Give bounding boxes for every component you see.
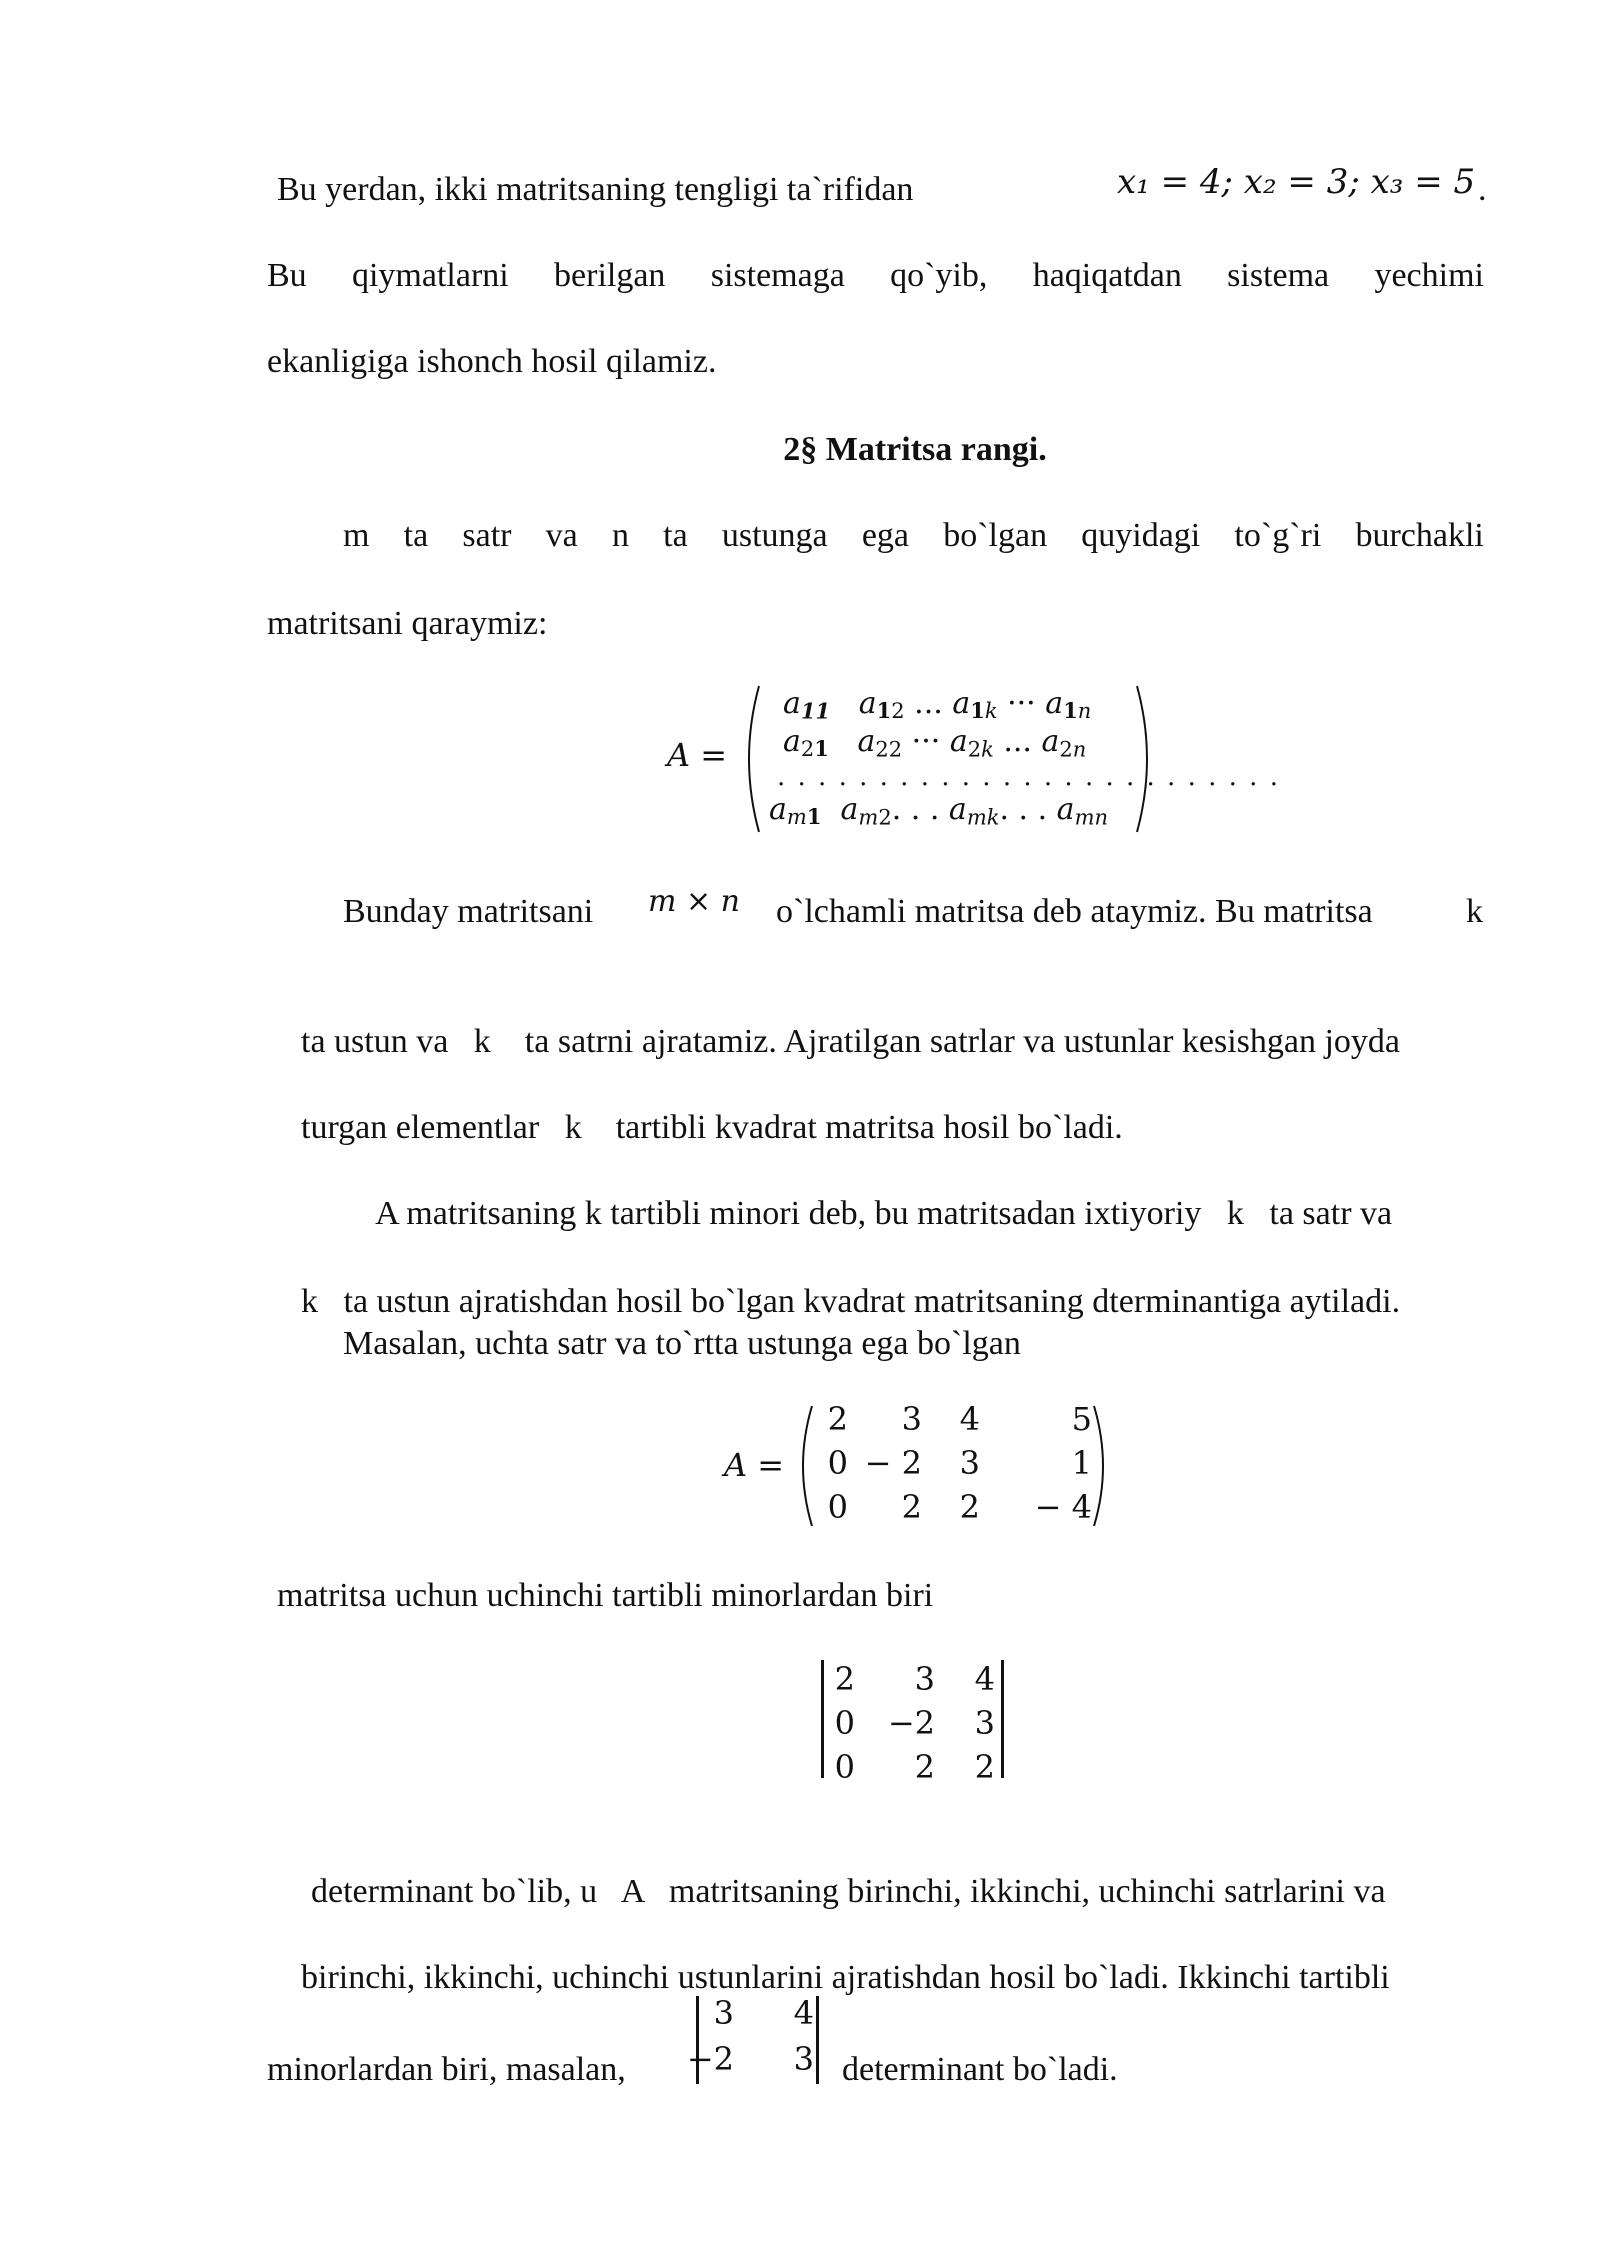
determinant-cell: 3 [793,2040,814,2078]
word: berilgan [554,257,666,294]
determinant-cell: 3 [713,1994,734,2032]
paragraph-matrix-intro-line-2 [267,602,1484,646]
paragraph-conclusion-line-3a [267,2048,687,2092]
paragraph-minor-example-line [277,1574,1494,1618]
det-right-bar [1001,1660,1004,1778]
paragraph-text: o`lchamli matritsa deb ataymiz. Bu matritsa [776,893,1373,930]
word: burchakli [1355,517,1484,554]
paragraph-check-line-2 [267,340,1484,384]
variable-k: k [1466,893,1483,930]
right-paren [1090,1404,1114,1528]
determinant-cell: 0 [834,1704,855,1742]
size-expression [648,880,758,924]
matrix-row-1: $a_{11}$ $a_{12}$ ... $a_{1k}$ ··· $a_{1n}$ [783,686,1092,724]
paragraph-text: determinant bo`ladi. [842,2051,1118,2088]
determinant-cell: −2 [887,1704,935,1742]
paragraph-text: determinant bo`lib, u A matritsaning birinchi, ikkinchi, uchinchi satrlarini va [311,1873,1386,1910]
paragraph-text: ta ustun va k ta satrni ajratamiz. Ajratilgan satrlar va ustunlar kesishgan joyda [301,1023,1401,1060]
section-heading [680,428,1150,472]
matrix-cell: 3 [901,1400,922,1438]
matrix-cell: 1 [1071,1444,1092,1482]
word: satr [462,517,512,554]
left-paren [737,684,763,834]
word: qiymatlarni [351,257,509,294]
paragraph-text: ekanligiga ishonch hosil qilamiz. [267,343,717,380]
word: quyidagi [1081,517,1201,554]
size-expression-text: m × n [648,884,740,919]
paragraph-text: k ta ustun ajratishdan hosil bo`lgan kvadrat matritsaning dterminantiga aytiladi. [301,1283,1401,1320]
word: ega [861,517,910,554]
word: ta [663,517,688,554]
paragraph-matrix-intro-line-1 [343,514,1484,558]
determinant-cell: 2 [974,1748,995,1786]
determinant-2x2 [686,1992,830,2092]
determinant-3x3 [815,1656,1015,1786]
word: sistema [1227,257,1330,294]
word: Bu [267,257,307,294]
matrix-cell: 3 [959,1444,980,1482]
solution-period [1478,168,1498,212]
paragraph-text: A matritsaning k tartibli minori deb, bu matritsadan ixtiyoriy k ta satr va [375,1195,1393,1232]
paragraph-text: Masalan, uchta satr va to`rtta ustunga ega bo`lgan [343,1325,1021,1362]
determinant-cell: 3 [914,1660,935,1698]
solution-equation-text: x₁ = 4; x₂ = 3; x₃ = 5 [1117,162,1476,202]
matrix-cell: 2 [959,1488,980,1526]
paragraph-check-line-1 [267,254,1484,298]
word: haqiqatdan [1032,257,1182,294]
matrix-cell: − 2 [864,1444,922,1482]
paragraph-text: matritsani qaraymiz: [267,605,548,642]
det-right-bar [816,1996,819,2084]
word: yechimi [1374,257,1484,294]
right-paren [1133,684,1159,834]
matrix-cell: 4 [959,1400,980,1438]
word: to`g`ri [1234,517,1322,554]
paragraph-text: matritsa uchun uchinchi tartibli minorlardan biri [277,1577,934,1614]
solution-equation [1117,160,1477,204]
period-text: . [1478,171,1487,208]
paragraph-size-k [1466,890,1496,934]
paragraph-text: minorlardan biri, masalan, [267,2051,626,2088]
matrix-cell: − 4 [1034,1488,1092,1526]
determinant-cell: 4 [793,1994,814,2032]
determinant-cell: 4 [974,1660,995,1698]
word: m [343,517,370,554]
general-matrix [665,680,1280,840]
matrix-label: A = [667,736,728,774]
word: qo`yib, [890,257,988,294]
word: n [611,517,629,554]
matrix-cell: 2 [901,1488,922,1526]
matrix-row-m: $a_{m1}$ $a_{m2}$. . . $a_{mk}$. . . $a_{mn}$ [769,792,1109,830]
example-matrix [720,1400,1120,1530]
matrix-cell: 2 [827,1400,848,1438]
section-heading-text: 2§ Matritsa rangi. [783,431,1047,468]
paragraph-size-line-1b [776,890,1456,934]
matrix-cell: 0 [827,1488,848,1526]
matrix-row-dots: . . . . . . . . . . . . . . . . . . . . . . . . . [777,762,1280,792]
matrix-cell: 5 [1071,1400,1092,1438]
word: ta [403,517,429,554]
paragraph-text: birinchi, ikkinchi, uchinchi ustunlarini ajratishdan hosil bo`ladi. Ikkinchi tartibli [301,1959,1390,1996]
determinant-cell: 0 [834,1748,855,1786]
matrix-label: A = [724,1446,785,1484]
word: va [545,517,578,554]
paragraph-example-line [343,1322,1560,1366]
determinant-cell: 2 [834,1660,855,1698]
word: sistemaga [710,257,845,294]
paragraph-text: Bu yerdan, ikki matritsaning tengligi ta`rifidan [277,171,914,208]
word: bo`lgan [943,517,1048,554]
matrix-row-2: $a_{21}$ $a_{22}$ ··· $a_{2k}$ ... $a_{2n}$ [783,724,1087,762]
determinant-cell: 3 [974,1704,995,1742]
word: ustunga [721,517,828,554]
determinant-cell: −2 [686,2040,734,2078]
determinant-cell: 2 [914,1748,935,1786]
matrix-cell: 0 [827,1444,848,1482]
paragraph-text: Bunday matritsani [343,893,594,930]
paragraph-conclusion-line-3b [842,2048,1242,2092]
paragraph-conclusion-line-2 [267,1912,1484,2044]
paragraph-text: turgan elementlar k tartibli kvadrat matritsa hosil bo`ladi. [301,1109,1123,1146]
